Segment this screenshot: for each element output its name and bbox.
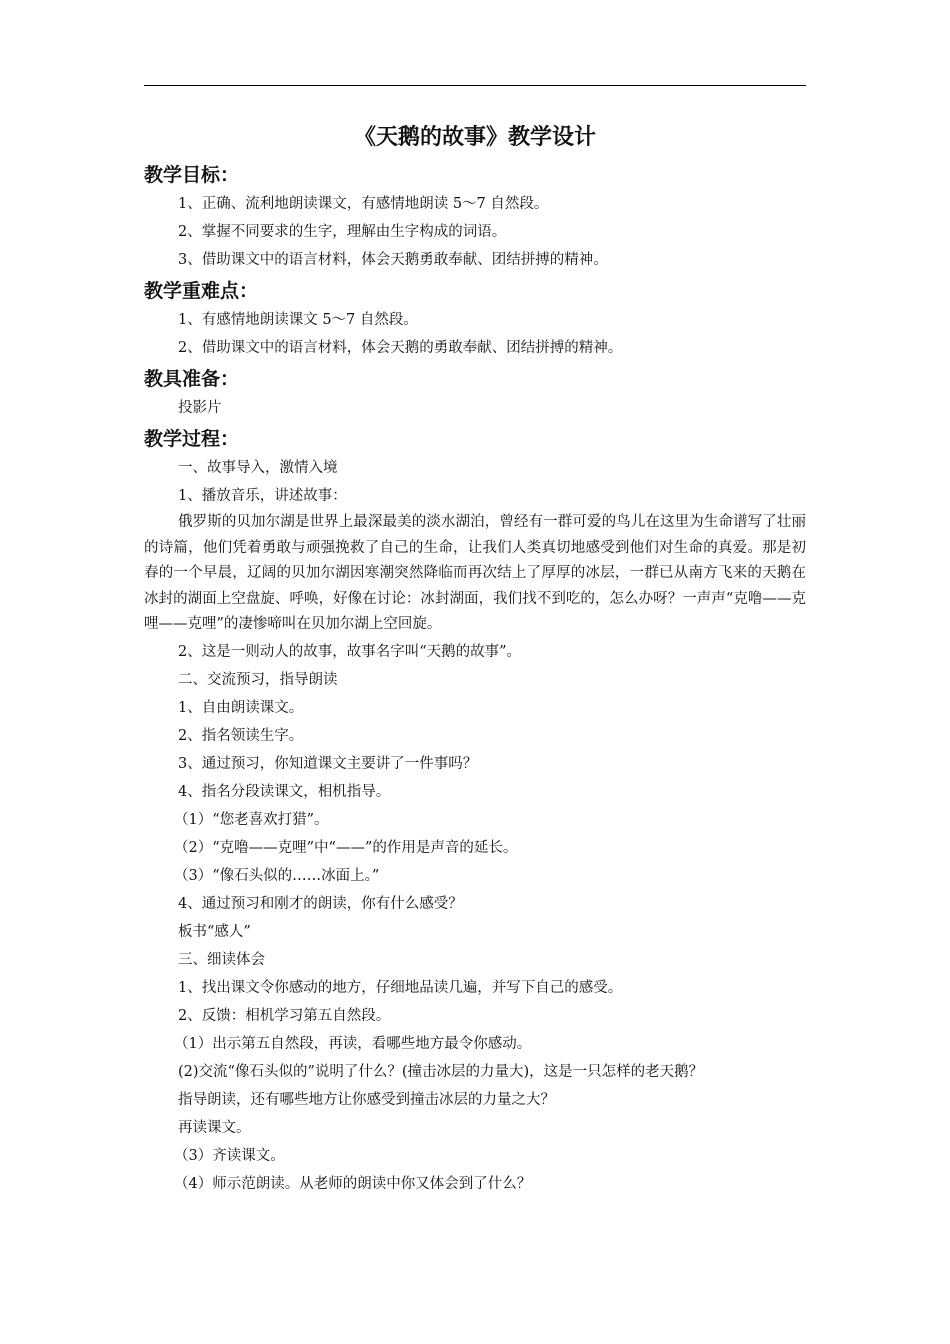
step-item: 2、指名领读生字。 bbox=[178, 727, 304, 744]
section-heading: 三、细读体会 bbox=[178, 951, 265, 968]
sub-step-item: （4）师示范朗读。从老师的朗读中你又体会到了什么？ bbox=[174, 1175, 532, 1192]
step-item: 1、自由朗读课文。 bbox=[178, 699, 304, 716]
goal-item: 2、掌握不同要求的生字，理解由生字构成的词语。 bbox=[178, 224, 507, 240]
process-heading: 教学过程： bbox=[144, 428, 240, 450]
step-item: 4、通过预习和刚才的朗读，你有什么感受？ bbox=[178, 895, 463, 912]
keypoint-item: 1、有感情地朗读课文 5～7 自然段。 bbox=[178, 312, 418, 328]
step-item: 1、找出课文令你感动的地方，仔细地品读几遍，并写下自己的感受。 bbox=[178, 979, 623, 996]
step-item: 2、这是一则动人的故事，故事名字叫“天鹅的故事”。 bbox=[178, 643, 522, 660]
header-rule bbox=[144, 85, 806, 86]
step-item: 4、指名分段读课文，相机指导。 bbox=[178, 783, 391, 800]
document-title: 《天鹅的故事》教学设计 bbox=[353, 124, 596, 150]
goal-item: 3、借助课文中的语言材料，体会天鹅勇敢奉献、团结拼搏的精神。 bbox=[178, 252, 608, 268]
materials-text: 投影片 bbox=[178, 400, 222, 416]
sub-step-item: （3）齐读课文。 bbox=[174, 1147, 285, 1164]
section-heading: 二、交流预习，指导朗读 bbox=[178, 671, 338, 688]
step-item: 2、反馈：相机学习第五自然段。 bbox=[178, 1007, 391, 1024]
sub-step-item: （3）“像石头似的……冰面上。” bbox=[174, 867, 380, 884]
step-item: 3、通过预习，你知道课文主要讲了一件事吗？ bbox=[178, 755, 478, 772]
story-paragraph: 俄罗斯的贝加尔湖是世界上最深最美的淡水湖泊，曾经有一群可爱的鸟儿在这里为生命谱写了壮丽的诗篇，他们凭着勇敢与顽强挽救了自己的生命，让我们人类真切地感受到他们对生命的真爱。那是初春的一个早晨，辽阔的贝加尔湖因寒潮突然降临而再次结上了厚厚的冰层，一群已从南方飞来的天鹅在冰封的湖面上空盘旋、呼唤，好像在讨论：冰封湖面，我们找不到吃的，怎么办呀？一声声“克噜——克哩——克哩”的凄惨啼叫在贝加尔湖上空回旋。 bbox=[144, 514, 806, 632]
goals-heading: 教学目标： bbox=[144, 164, 240, 186]
keypoint-item: 2、借助课文中的语言材料，体会天鹅的勇敢奉献、团结拼搏的精神。 bbox=[178, 340, 623, 356]
section-heading: 一、故事导入，激情入境 bbox=[178, 460, 338, 476]
sub-step-item: （1）“您老喜欢打猎”。 bbox=[174, 811, 329, 828]
sub-step-item: （2）“克噜——克哩”中“——”的作用是声音的延长。 bbox=[174, 839, 518, 856]
keypoints-heading: 教学重难点： bbox=[144, 280, 259, 302]
materials-heading: 教具准备： bbox=[144, 368, 240, 390]
step-item: 1、播放音乐，讲述故事： bbox=[178, 488, 347, 504]
sub-step-item: （1）出示第五自然段，再读，看哪些地方最令你感动。 bbox=[174, 1035, 532, 1052]
step-note: 指导朗读，还有哪些地方让你感受到撞击冰层的力量之大？ bbox=[178, 1091, 555, 1108]
goal-item: 1、正确、流利地朗读课文，有感情地朗读 5～7 自然段。 bbox=[178, 196, 549, 212]
document-body bbox=[144, 158, 806, 1198]
step-note: 再读课文。 bbox=[178, 1119, 251, 1136]
sub-step-item: (2)交流“像石头似的”说明了什么？(撞击冰层的力量大)，这是一只怎样的老天鹅？ bbox=[178, 1063, 704, 1080]
board-note: 板书“感人” bbox=[178, 923, 251, 940]
